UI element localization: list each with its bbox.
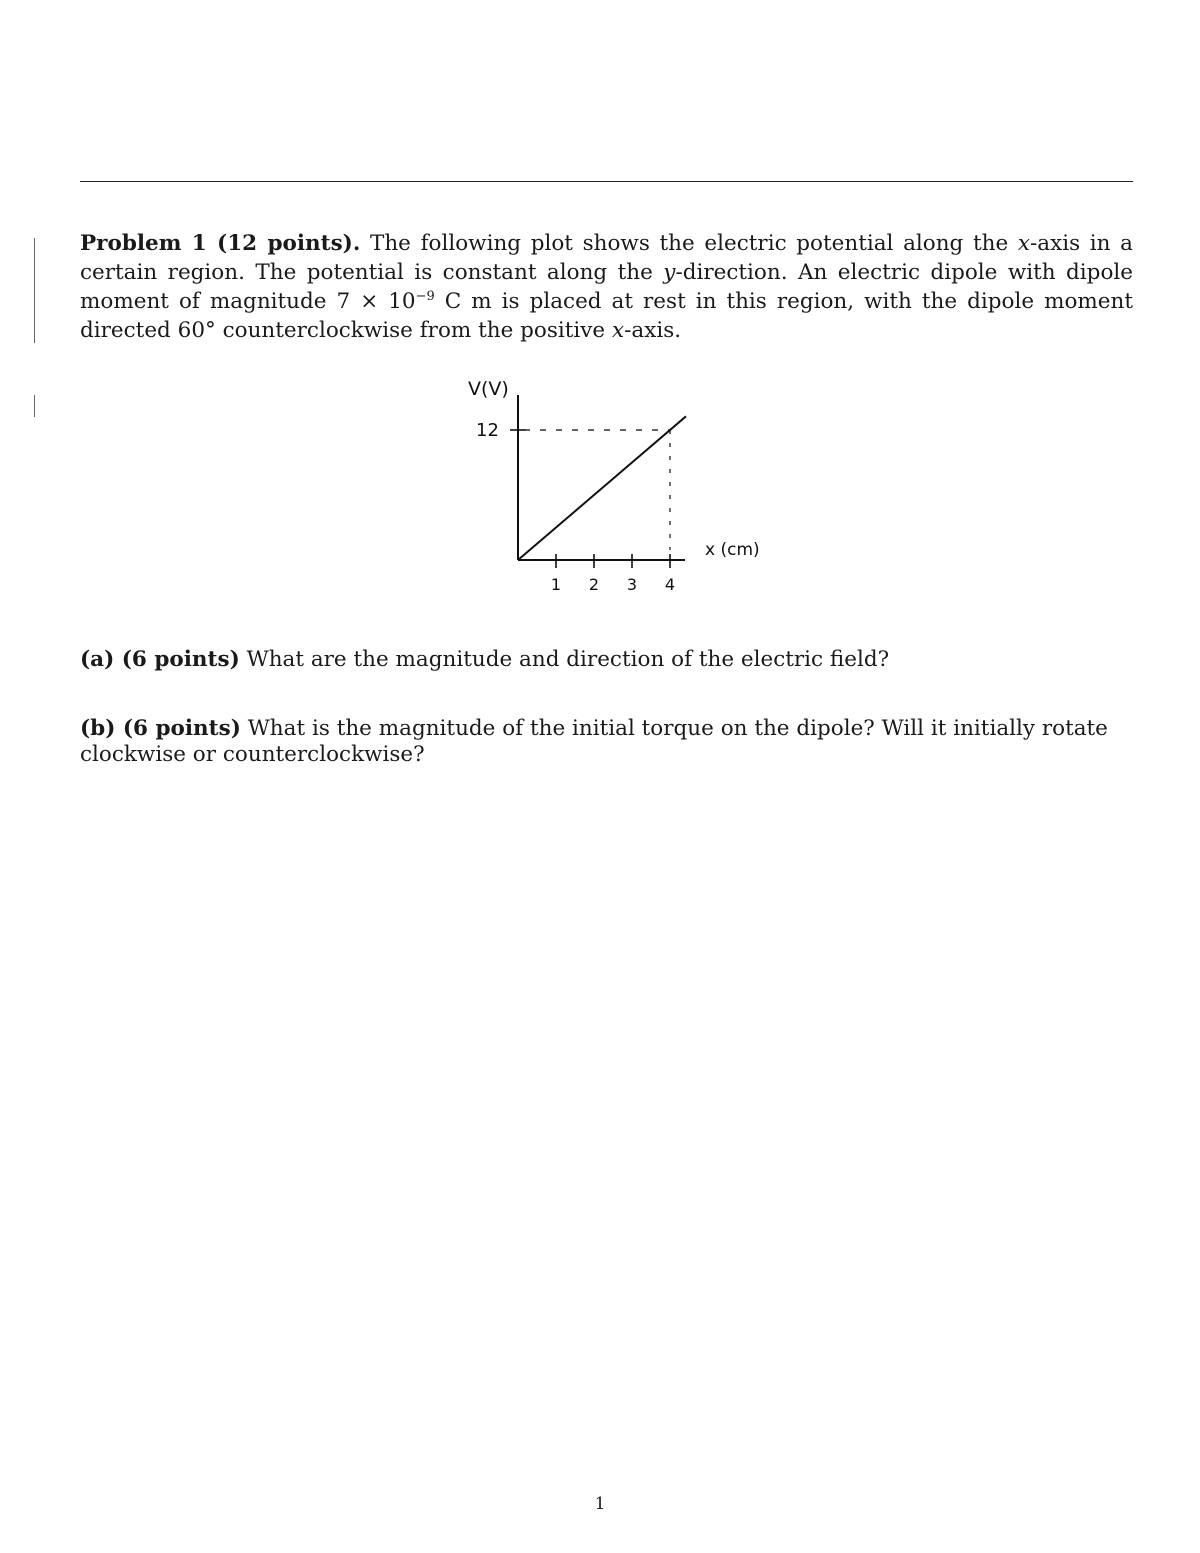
margin-mark [34, 238, 35, 343]
page-number: 1 [594, 1494, 606, 1514]
problem-text: The following plot shows the electric potential along the [360, 231, 1018, 256]
potential-series-line [518, 416, 686, 560]
question-a-label: (a) (6 points) [80, 647, 240, 672]
header-rule [80, 181, 1133, 182]
x-tick-label: 2 [588, 575, 600, 594]
x-tick-label: 3 [626, 575, 638, 594]
math-x: x [612, 318, 625, 343]
x-tick-label: 4 [664, 575, 676, 594]
problem-statement [80, 229, 1133, 345]
question-b [80, 716, 1133, 768]
math-x: x [1017, 231, 1030, 256]
margin-mark [34, 395, 35, 417]
y-axis-label: V(V) [468, 378, 509, 400]
problem-text: -axis in a certain region. The potential is constant along the [80, 231, 1133, 285]
problem-text: -axis. [624, 318, 682, 343]
problem-text: C m is placed at rest in this region, with the dipole moment directed 60° counterclockwise from the positive [80, 289, 1134, 343]
y-tick-label: 12 [476, 420, 499, 441]
problem-heading: Problem 1 (12 points). [80, 231, 361, 256]
question-a-text: What are the magnitude and direction of the electric field? [239, 647, 890, 672]
math-exponent: −9 [415, 288, 435, 304]
question-a [80, 647, 1133, 673]
x-axis-label: x (cm) [705, 540, 760, 560]
x-tick-label: 1 [550, 575, 562, 594]
math-y: y [663, 260, 676, 285]
problem-text: -direction. An electric dipole with dipole moment of magnitude 7 × 10 [80, 260, 1133, 314]
question-b-label: (b) (6 points) [80, 716, 241, 741]
potential-graph [440, 370, 780, 610]
question-b-text: What is the magnitude of the initial torque on the dipole? Will it initially rotate clockwise or counterclockwise? [80, 716, 1108, 767]
